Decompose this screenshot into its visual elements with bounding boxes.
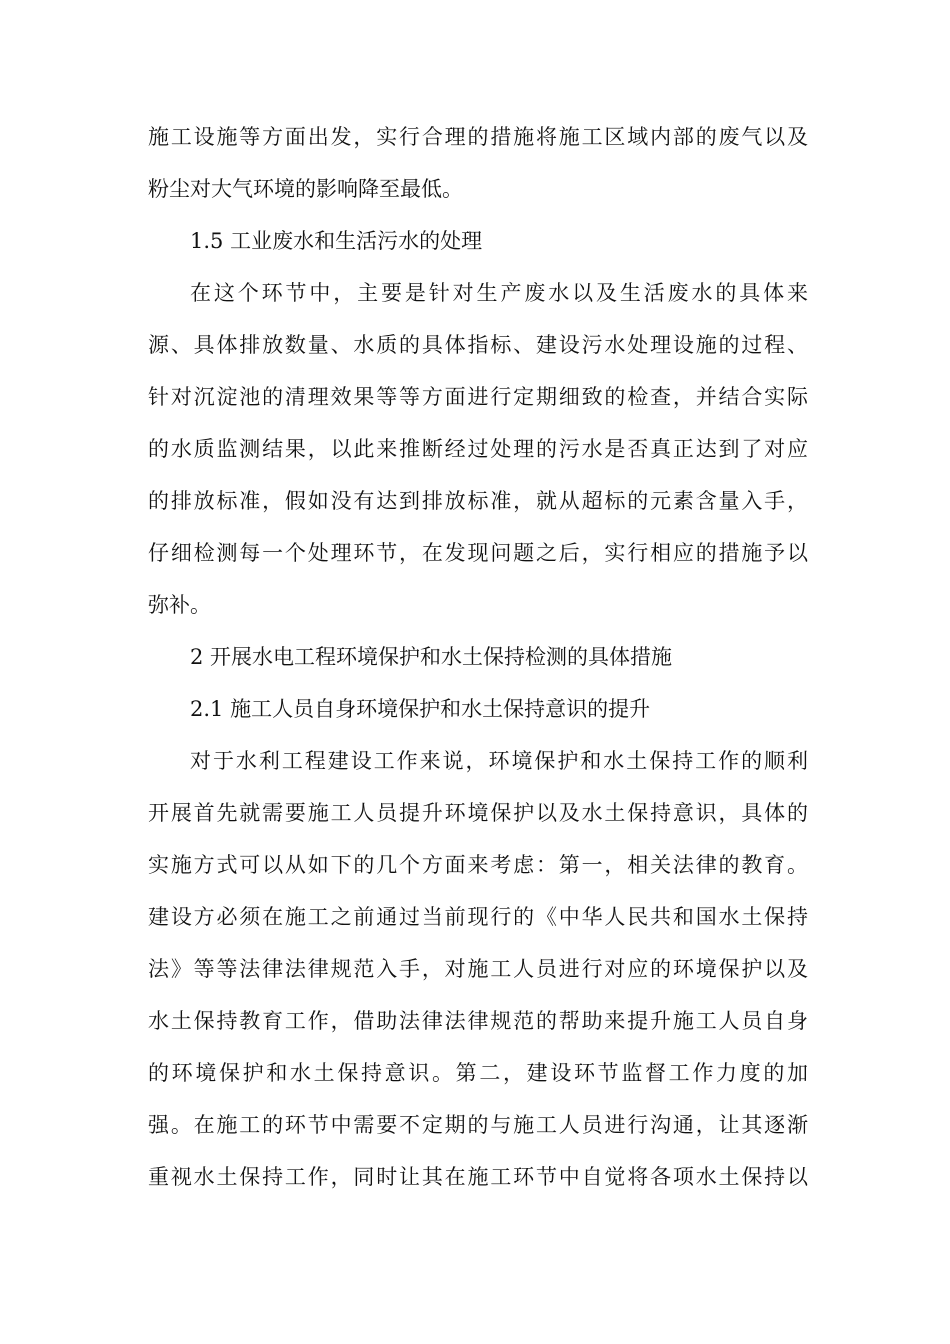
paragraph-line: 强。在施工的环节中需要不定期的与施工人员进行沟通，让其逐渐 — [148, 1113, 808, 1137]
paragraph-line: 粉尘对大气环境的影响降至最低。 — [148, 177, 463, 201]
section-heading-2: 2 开展水电工程环境保护和水土保持检测的具体措施 — [190, 645, 673, 669]
paragraph-line: 建设方必须在施工之前通过当前现行的《中华人民共和国水土保持 — [148, 905, 808, 929]
paragraph-line: 实施方式可以从如下的几个方面来考虑：第一，相关法律的教育。 — [148, 853, 808, 877]
paragraph-line: 重视水土保持工作，同时让其在施工环节中自觉将各项水土保持以 — [148, 1165, 808, 1189]
paragraph-line: 的环境保护和水土保持意识。第二，建设环节监督工作力度的加 — [148, 1061, 808, 1085]
paragraph-line: 源、具体排放数量、水质的具体指标、建设污水处理设施的过程、 — [148, 333, 808, 357]
paragraph-line: 针对沉淀池的清理效果等等方面进行定期细致的检查，并结合实际 — [148, 385, 808, 409]
paragraph-line: 仔细检测每一个处理环节，在发现问题之后，实行相应的措施予以 — [148, 541, 808, 565]
paragraph-line: 对于水利工程建设工作来说，环境保护和水土保持工作的顺利 — [190, 749, 808, 773]
paragraph-line: 在这个环节中，主要是针对生产废水以及生活废水的具体来 — [190, 281, 808, 305]
section-heading-1-5: 1.5 工业废水和生活污水的处理 — [190, 229, 483, 253]
paragraph-line: 水土保持教育工作，借助法律法律规范的帮助来提升施工人员自身 — [148, 1009, 808, 1033]
section-heading-2-1: 2.1 施工人员自身环境保护和水土保持意识的提升 — [190, 697, 651, 721]
paragraph-line: 法》等等法律法律规范入手，对施工人员进行对应的环境保护以及 — [148, 957, 808, 981]
paragraph-line: 的水质监测结果，以此来推断经过处理的污水是否真正达到了对应 — [148, 437, 808, 461]
paragraph-line: 的排放标准，假如没有达到排放标准，就从超标的元素含量入手， — [148, 489, 808, 513]
paragraph-line: 开展首先就需要施工人员提升环境保护以及水土保持意识，具体的 — [148, 801, 808, 825]
paragraph-line: 施工设施等方面出发，实行合理的措施将施工区域内部的废气以及 — [148, 125, 808, 149]
paragraph-line: 弥补。 — [148, 593, 211, 617]
